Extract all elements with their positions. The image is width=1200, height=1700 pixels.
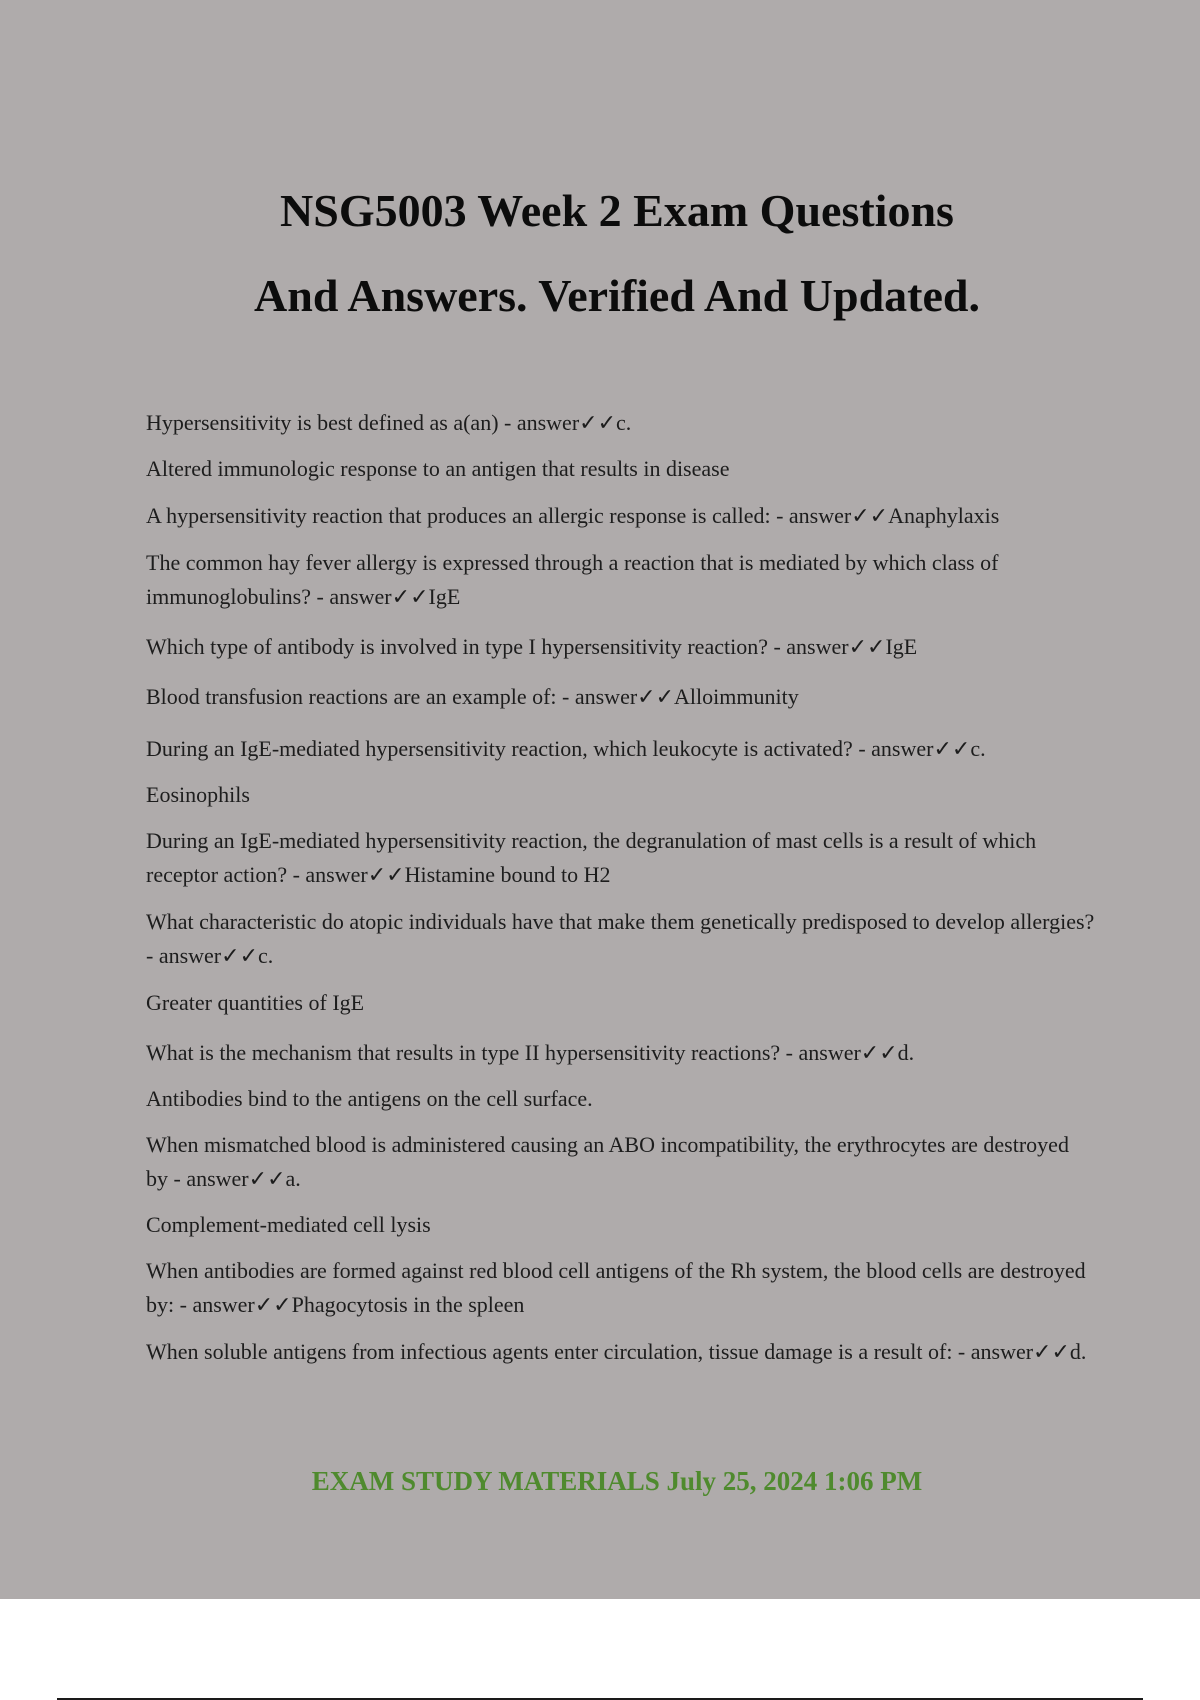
qa-paragraph: A hypersensitivity reaction that produces an allergic response is called: - answer✓✓Anaphylaxis [146,503,1000,528]
qa-paragraph: Complement-mediated cell lysis [146,1212,431,1237]
qa-paragraph: When soluble antigens from infectious agents enter circulation, tissue damage is a result of: - answer✓✓d. [146,1339,1087,1364]
qa-paragraph: Antibodies bind to the antigens on the cell surface. [146,1086,593,1111]
qa-paragraph: The common hay fever allergy is expressed through a reaction that is mediated by which class of immunoglobulins? - answer✓✓IgE [146,550,999,609]
title-line-2: And Answers. Verified And Updated. [254,270,980,321]
qa-paragraph: Altered immunologic response to an antigen that results in disease [146,456,730,481]
title-line-1: NSG5003 Week 2 Exam Questions [280,185,954,236]
qa-paragraph: When mismatched blood is administered causing an ABO incompatibility, the erythrocytes are destroyed by - answer✓✓a. [146,1132,1069,1191]
qa-paragraph: During an IgE-mediated hypersensitivity reaction, the degranulation of mast cells is a result of which receptor action? - answer✓✓Histamine bound to H2 [146,828,1037,887]
document-title [0,168,1200,338]
qa-paragraph: During an IgE-mediated hypersensitivity reaction, which leukocyte is activated? - answer✓✓c. [146,736,986,761]
qa-paragraph: Eosinophils [146,782,250,807]
qa-paragraph: What is the mechanism that results in type II hypersensitivity reactions? - answer✓✓d. [146,1040,915,1065]
qa-paragraph: Blood transfusion reactions are an example of: - answer✓✓Alloimmunity [146,684,799,709]
qa-paragraph: Hypersensitivity is best defined as a(an) - answer✓✓c. [146,410,632,435]
question-answer-list [146,406,1096,1369]
qa-paragraph: What characteristic do atopic individuals have that make them genetically predisposed to develop allergies? - answer✓✓c. [146,909,1095,968]
study-materials-stamp: EXAM STUDY MATERIALS July 25, 2024 1:06 PM [311,1466,923,1496]
qa-paragraph: Greater quantities of IgE [146,990,365,1015]
qa-paragraph: Which type of antibody is involved in type I hypersensitivity reaction? - answer✓✓IgE [146,634,918,659]
qa-paragraph: When antibodies are formed against red blood cell antigens of the Rh system, the blood cells are destroyed by: - answer✓✓Phagocytosis in the spleen [146,1258,1086,1317]
